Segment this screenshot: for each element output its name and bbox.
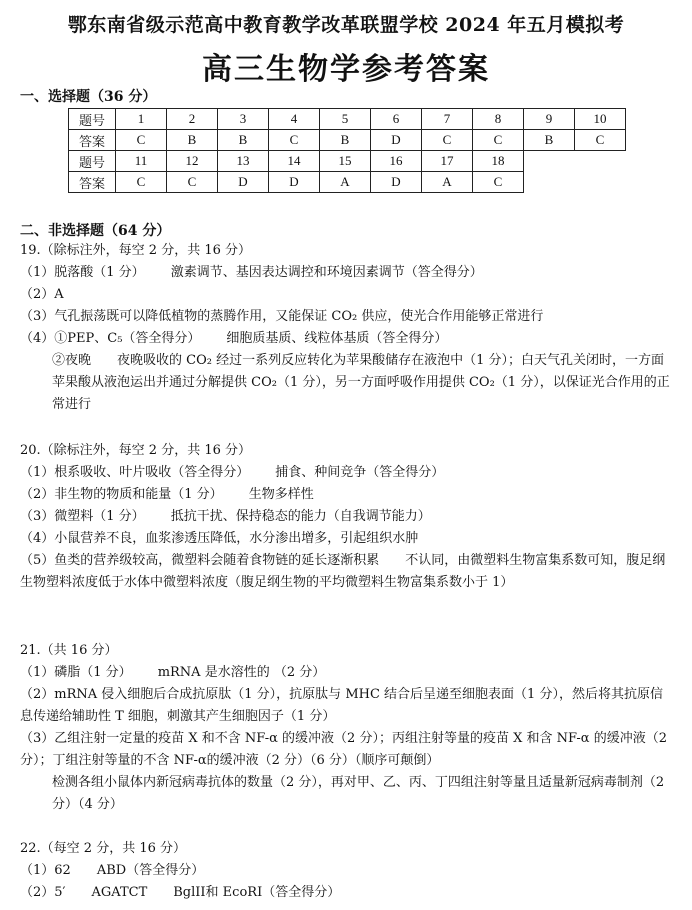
q20-answer-5b: 不认同，由微塑料生物富集系数可知，腹足纲生物塑料浓度低于水体中微塑料浓度（腹足纲生物的平均微塑料生物富集系数小于 1）	[20, 553, 666, 590]
document-header-title: 鄂东南省级示范高中教育教学改革联盟学校 2024 年五月模拟考	[67, 14, 625, 36]
table-row	[69, 172, 626, 193]
question-number: 15	[320, 151, 371, 172]
question-number: 9	[524, 109, 575, 130]
q19-line-1	[20, 262, 675, 284]
q19-answer-3: （3）气孔振荡既可以降低植物的蒸腾作用，又能保证 CO₂ 供应，使光合作用能够正常进行	[20, 309, 544, 324]
q22-answer-1a: （1）62	[20, 863, 71, 878]
q19-line-5	[20, 350, 675, 416]
q22-answer-1b: ABD（答全得分）	[96, 863, 205, 878]
q20-answer-1b: 捕食、种间竞争（答全得分）	[275, 465, 445, 480]
q21-answer-1b: mRNA 是水溶性的 （2 分）	[157, 665, 326, 680]
answer-table	[68, 108, 626, 193]
answer-label: 答案	[69, 130, 116, 151]
question-number: 2	[167, 109, 218, 130]
question-number: 6	[371, 109, 422, 130]
q22-answer-2c: BglII和 EcoRI（答全得分）	[173, 885, 341, 900]
answer-cell: D	[269, 172, 320, 193]
q21-answer-1a: （1）磷脂（1 分）	[20, 665, 132, 680]
question-number: 4	[269, 109, 320, 130]
q21-answer-3: （3）乙组注射一定量的疫苗 X 和不含 NF-α 的缓冲液（2 分）；丙组注射等量的疫苗 X 和含 NF-α 的缓冲液（2 分）；丁组注射等量的不含 NF-α的缓冲液（2 分）（6 分）（顺序可颠倒）	[20, 731, 667, 768]
question-20	[20, 440, 675, 594]
q20-answer-4: （4）小鼠营养不良，血浆渗透压降低，水分渗出增多，引起组织水肿	[20, 531, 419, 546]
q20-answer-3a: （3）微塑料（1 分）	[20, 509, 145, 524]
question-19	[20, 240, 675, 416]
q22-title: 22.（每空 2 分，共 16 分）	[20, 841, 187, 856]
question-number: 11	[116, 151, 167, 172]
q22-line-2	[20, 882, 675, 904]
q19-answer-1b: 激素调节、基因表达调控和环境因素调节（答全得分）	[170, 265, 483, 280]
answer-cell: C	[575, 130, 626, 151]
answer-cell: B	[320, 130, 371, 151]
q19-answer-2: （2）A	[20, 287, 64, 302]
answer-cell: B	[524, 130, 575, 151]
q19-line-4	[20, 328, 675, 350]
q20-answer-3b: 抵抗干扰、保持稳态的能力（自我调节能力）	[170, 509, 431, 524]
answer-cell: D	[371, 130, 422, 151]
question-number: 18	[473, 151, 524, 172]
q21-answer-4: 检测各组小鼠体内新冠病毒抗体的数量（2 分），再对甲、乙、丙、丁四组注射等量且适量新冠病毒制剂（2 分）（4 分）	[52, 775, 665, 812]
table-row	[69, 151, 626, 172]
question-number: 8	[473, 109, 524, 130]
question-number: 3	[218, 109, 269, 130]
q19-answer-5b: 夜晚吸收的 CO₂ 经过一系列反应转化为苹果酸储存在液泡中（1 分）；白天气孔关闭时，一方面苹果酸从液泡运出并通过分解提供 CO₂（1 分），另一方面呼吸作用提供 CO₂（1 分），以保证光合作用的正常进行	[52, 353, 670, 412]
question-21	[20, 640, 675, 816]
answer-cell: C	[116, 130, 167, 151]
answer-label: 答案	[69, 172, 116, 193]
q20-line-5	[20, 550, 675, 594]
question-number: 1	[116, 109, 167, 130]
question-number: 17	[422, 151, 473, 172]
question-number: 13	[218, 151, 269, 172]
q19-answer-5a: ②夜晚	[52, 353, 92, 368]
question-number: 14	[269, 151, 320, 172]
q20-answer-1a: （1）根系吸收、叶片吸收（答全得分）	[20, 465, 250, 480]
answer-cell: A	[422, 172, 473, 193]
q19-answer-4b: 细胞质基质、线粒体基质（答全得分）	[226, 331, 448, 346]
table-row	[69, 130, 626, 151]
document-subtitle: 高三生物学参考答案	[202, 52, 490, 87]
q20-line-2	[20, 484, 675, 506]
empty-cell	[575, 172, 626, 193]
q20-title: 20.（除标注外，每空 2 分，共 16 分）	[20, 443, 252, 458]
q20-answer-2b: 生物多样性	[248, 487, 314, 502]
question-number: 7	[422, 109, 473, 130]
section1-heading: 一、选择题（36 分）	[20, 89, 157, 105]
q21-line-1	[20, 662, 675, 684]
question-number: 12	[167, 151, 218, 172]
q22-line-1	[20, 860, 675, 882]
q21-title: 21.（共 16 分）	[20, 643, 118, 658]
q20-line-1	[20, 462, 675, 484]
question-number: 5	[320, 109, 371, 130]
answer-cell: C	[473, 130, 524, 151]
q19-answer-1a: （1）脱落酸（1 分）	[20, 265, 145, 280]
question-label: 题号	[69, 151, 116, 172]
question-number: 10	[575, 109, 626, 130]
empty-cell	[524, 151, 575, 172]
q22-answer-2a: （2）5′	[20, 885, 66, 900]
answer-cell: C	[422, 130, 473, 151]
table-row	[69, 109, 626, 130]
answer-cell: A	[320, 172, 371, 193]
q20-answer-2a: （2）非生物的物质和能量（1 分）	[20, 487, 223, 502]
q19-answer-4a: （4）①PEP、C₅（答全得分）	[20, 331, 201, 346]
question-number: 16	[371, 151, 422, 172]
empty-cell	[575, 151, 626, 172]
answer-cell: C	[167, 172, 218, 193]
answer-cell: B	[218, 130, 269, 151]
answer-cell: C	[473, 172, 524, 193]
question-label: 题号	[69, 109, 116, 130]
q20-line-3	[20, 506, 675, 528]
q21-answer-2: （2）mRNA 侵入细胞后合成抗原肽（1 分），抗原肽与 MHC 结合后呈递至细胞表面（1 分），然后将其抗原信息传递给辅助性 T 细胞，刺激其产生细胞因子（1 分）	[20, 687, 663, 724]
answer-cell: D	[371, 172, 422, 193]
empty-cell	[524, 172, 575, 193]
q22-answer-2b: AGATCT	[91, 885, 148, 900]
q20-answer-5a: （5）鱼类的营养级较高，微塑料会随着食物链的延长逐渐积累	[20, 553, 380, 568]
answer-cell: D	[218, 172, 269, 193]
section2-heading: 二、非选择题（64 分）	[20, 223, 171, 239]
q19-title: 19.（除标注外，每空 2 分，共 16 分）	[20, 243, 252, 258]
question-22	[20, 838, 675, 904]
answer-cell: C	[269, 130, 320, 151]
answer-cell: B	[167, 130, 218, 151]
answer-cell: C	[116, 172, 167, 193]
